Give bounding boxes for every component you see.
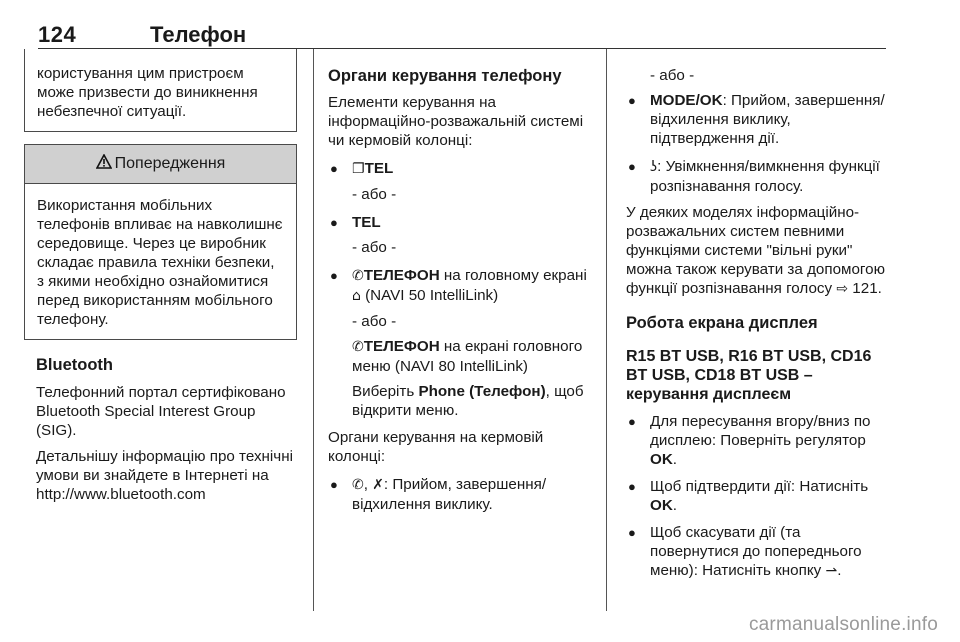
phone-main-menu-item (328, 337, 598, 376)
warning-header (25, 145, 296, 184)
tel-label: TEL (364, 160, 394, 177)
phone-handset-icon: ✆ (352, 339, 364, 355)
ok-label: OK (650, 497, 673, 514)
wheel-intro: Органи керування на кермовій колонці: (328, 429, 544, 465)
page-number: 124 (38, 22, 77, 47)
controls-heading: Органи керування телефону (328, 67, 562, 85)
voice-text: : Увімкнення/вимкнення функції розпізнавання голосу. (650, 158, 880, 195)
right-column (626, 66, 888, 581)
phone-handset-icon: ✆ (352, 268, 364, 284)
phone-label-2: ТЕЛЕФОН (363, 338, 440, 355)
controls-section (328, 66, 598, 514)
back-arrow-icon: ⇀ (825, 563, 838, 579)
voice-page-ref: 121. (852, 280, 882, 297)
list-item-tel-button (328, 159, 598, 179)
confirm-text: Щоб підтвердити дії: Натисніть (650, 478, 869, 495)
list-item-mode-ok (626, 91, 888, 148)
watermark: carmanualsonline.info (748, 614, 938, 635)
continued-box (24, 49, 297, 132)
warning-box (24, 144, 297, 340)
list-item-confirm: ● Щоб підтвердити дії: Натисніть OK. (626, 477, 888, 515)
navi50-text: (NAVI 50 IntelliLink) (360, 287, 499, 304)
or-separator: - або - (352, 239, 397, 256)
chapter-title: Телефон (150, 22, 247, 47)
ok-label: OK (650, 451, 673, 468)
home-icon: ⌂ (352, 288, 361, 304)
mode-ok-text: : Прийом, завершення/відхилення виклику, підтвердження дії. (650, 92, 885, 147)
list-item-wheel-controls: ● ✆, ✗: Прийом, завершення/ відхилення виклику. (328, 475, 598, 514)
voice-paragraph (626, 203, 888, 299)
mode-ok-label: MODE/OK (650, 92, 723, 109)
phone-label: ТЕЛЕФОН (363, 267, 440, 284)
wheel-text: : Прийом, завершення/ відхилення виклику. (352, 476, 547, 513)
call-end-icon: ✗ (372, 477, 384, 493)
call-accept-icon: ✆ (352, 477, 364, 493)
navigate-text: Для пересування вгору/вниз по дисплею: Поверніть регулятор (650, 413, 871, 449)
bluetooth-section (36, 355, 300, 504)
warning-triangle-icon (96, 154, 112, 174)
cancel-text: Щоб скасувати дії (та повернутися до попереднього меню): Натисніть кнопку (650, 524, 862, 579)
bluetooth-paragraph-1: Телефонний портал сертифіковано Bluetooth Special Interest Group (SIG). (36, 384, 286, 439)
warning-title: Попередження (114, 155, 226, 172)
list-item-tel (328, 213, 598, 232)
tel-button-icon: ❐ (352, 161, 365, 177)
warning-body (25, 184, 296, 339)
or-separator: - або - (352, 186, 397, 203)
select-phone-item (328, 382, 598, 420)
tel-label-2: TEL (352, 214, 381, 231)
voice-recognition-icon: ʖ (650, 159, 658, 175)
select-post: , щоб відкрити меню. (352, 383, 584, 419)
column-divider-right (606, 49, 607, 611)
bluetooth-heading: Bluetooth (36, 356, 113, 374)
bluetooth-paragraph-2: Детальнішу інформацію про технічні умови ви знайдете в Інтернеті на http://www.bluetooth.com (36, 448, 293, 503)
controls-intro: Елементи керування на інформаційно-розважальній системі чи кермовій колонці: (328, 94, 584, 149)
select-pre: Виберіть (352, 383, 419, 400)
list-item-navigate: ● Для пересування вгору/вниз по дисплею: Поверніть регулятор OK. (626, 412, 888, 469)
list-item-voice (626, 157, 888, 196)
or-separator: - або - (352, 313, 397, 330)
phone-home-text: на головному екрані (439, 267, 587, 284)
continued-box-text: користування цим пристроєм може призвести до виникнення небезпечної ситуації. (37, 65, 258, 120)
display-heading: Робота екрана дисплея (626, 314, 818, 332)
navi80-text: на екрані головного меню (NAVI 80 IntelliLink) (352, 338, 583, 375)
page-reference-icon: ⇨ (836, 281, 849, 297)
or-separator: - або - (650, 67, 695, 84)
models-heading: R15 BT USB, R16 BT USB, CD16 BT USB, CD18 BT USB – керування дисплеєм (626, 348, 872, 403)
list-item-phone-home (328, 266, 598, 306)
voice-paragraph-text: У деяких моделях інформаційно-розважальних систем певними функціями системи "вільні руки" можна також керувати за допомогою функції розпізнавання голосу (626, 204, 885, 297)
column-divider-left (313, 49, 314, 611)
list-item-cancel: ● Щоб скасувати дії (та повернутися до попереднього меню): Натисніть кнопку ⇀. (626, 523, 888, 581)
phone-menu-label: Phone (Телефон) (418, 383, 546, 400)
warning-text: Використання мобільних телефонів впливає на навколишнє середовище. Через це виробник складає правила техніки безпеки, з якими необхідно ознайомитися перед використанням мобільного телефону. (37, 197, 283, 328)
page-header (38, 18, 886, 50)
